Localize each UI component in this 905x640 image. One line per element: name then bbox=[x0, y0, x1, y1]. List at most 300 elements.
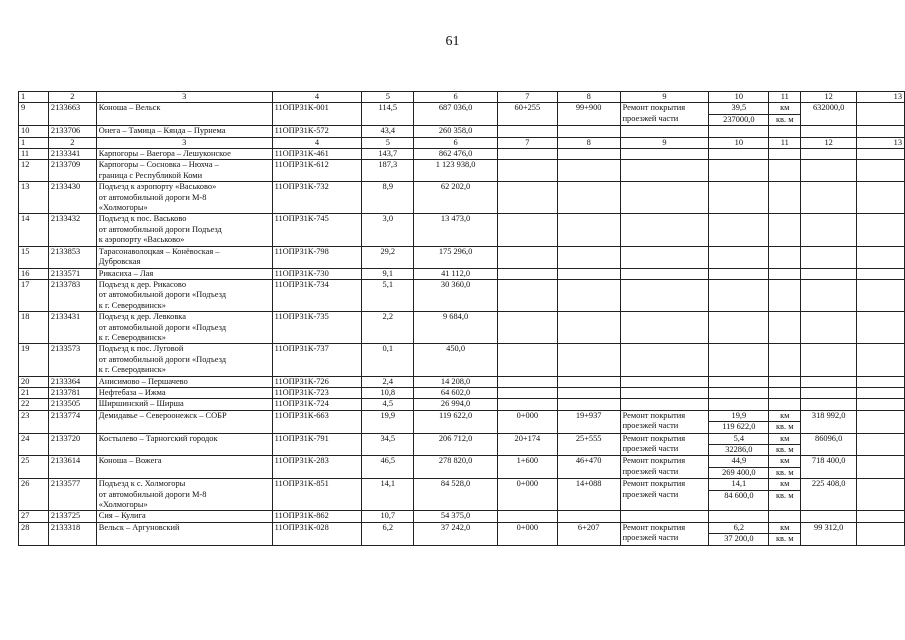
road-length: 3,0 bbox=[362, 214, 414, 246]
work-unit bbox=[769, 387, 801, 398]
work-type bbox=[620, 410, 709, 433]
row-number: 20 bbox=[19, 376, 49, 387]
row-number: 14 bbox=[19, 214, 49, 246]
road-cost: 54 375,0 bbox=[414, 511, 498, 522]
column-number: 8 bbox=[557, 137, 620, 148]
work-sum bbox=[801, 399, 857, 410]
road-length: 8,9 bbox=[362, 182, 414, 214]
road-cost: 30 360,0 bbox=[414, 279, 498, 311]
road-name-line: «Холмогоры» bbox=[98, 203, 148, 213]
road-name bbox=[96, 387, 272, 398]
table-row bbox=[19, 126, 905, 137]
work-type bbox=[620, 246, 709, 268]
road-id: 11ОПРЗ1К-862 bbox=[272, 511, 362, 522]
table-row bbox=[19, 511, 905, 522]
work-unit bbox=[769, 479, 801, 511]
km-to bbox=[557, 387, 620, 398]
work-sum bbox=[801, 182, 857, 214]
column-number: 3 bbox=[96, 137, 272, 148]
row-number: 9 bbox=[19, 103, 49, 126]
work-unit-line: км bbox=[780, 456, 790, 466]
column-13 bbox=[857, 410, 905, 433]
km-to bbox=[557, 376, 620, 387]
work-type bbox=[620, 376, 709, 387]
road-name bbox=[96, 456, 272, 479]
road-length: 4,5 bbox=[362, 399, 414, 410]
work-unit bbox=[769, 376, 801, 387]
column-number: 1 bbox=[19, 137, 49, 148]
work-quantity-line: 237000,0 bbox=[709, 114, 768, 125]
road-name-line: от автомобильной дороги «Подъезд bbox=[98, 322, 226, 332]
km-from: 20+174 bbox=[497, 433, 557, 456]
table-row bbox=[19, 344, 905, 376]
row-number: 27 bbox=[19, 511, 49, 522]
km-from bbox=[497, 279, 557, 311]
km-to bbox=[557, 511, 620, 522]
road-name-line: от автомобильной дороги М-8 bbox=[98, 192, 207, 202]
road-length: 43,4 bbox=[362, 126, 414, 137]
column-number: 2 bbox=[48, 92, 96, 103]
km-to bbox=[557, 126, 620, 137]
road-id: 11ОПРЗ1К-461 bbox=[272, 149, 362, 160]
column-13 bbox=[857, 182, 905, 214]
column-13 bbox=[857, 433, 905, 456]
road-cost: 862 476,0 bbox=[414, 149, 498, 160]
work-unit-line: км bbox=[780, 410, 790, 420]
road-id: 11ОПРЗ1К-726 bbox=[272, 376, 362, 387]
km-to bbox=[557, 149, 620, 160]
work-unit bbox=[769, 433, 801, 456]
work-type bbox=[620, 149, 709, 160]
road-name bbox=[96, 214, 272, 246]
work-quantity bbox=[709, 312, 769, 344]
work-type bbox=[620, 522, 709, 545]
table-row bbox=[19, 268, 905, 279]
column-number: 10 bbox=[709, 137, 769, 148]
road-cost: 278 820,0 bbox=[414, 456, 498, 479]
road-length: 46,5 bbox=[362, 456, 414, 479]
row-number: 25 bbox=[19, 456, 49, 479]
road-code: 2133571 bbox=[48, 268, 96, 279]
road-name bbox=[96, 279, 272, 311]
road-length: 5,1 bbox=[362, 279, 414, 311]
work-type-line: проезжей части bbox=[622, 466, 679, 476]
row-number: 11 bbox=[19, 149, 49, 160]
road-id: 11ОПРЗ1К-745 bbox=[272, 214, 362, 246]
km-to bbox=[557, 399, 620, 410]
km-from bbox=[497, 387, 557, 398]
table-row bbox=[19, 387, 905, 398]
road-name-line: «Холмогоры» bbox=[98, 500, 148, 510]
road-cost: 206 712,0 bbox=[414, 433, 498, 456]
road-length: 34,5 bbox=[362, 433, 414, 456]
row-number: 12 bbox=[19, 160, 49, 182]
work-quantity-line: 19,9 bbox=[731, 410, 747, 420]
work-type bbox=[620, 312, 709, 344]
row-number: 16 bbox=[19, 268, 49, 279]
table-row bbox=[19, 160, 905, 182]
km-to bbox=[557, 160, 620, 182]
work-quantity bbox=[709, 433, 769, 456]
road-code: 2133614 bbox=[48, 456, 96, 479]
work-sum bbox=[801, 511, 857, 522]
road-name-line: Дубровская bbox=[98, 257, 141, 267]
road-name-line: к г. Северодвинск» bbox=[98, 332, 166, 342]
work-quantity-line: 5,4 bbox=[733, 433, 745, 443]
km-from bbox=[497, 511, 557, 522]
work-unit bbox=[769, 103, 801, 126]
km-to bbox=[557, 268, 620, 279]
column-number: 1 bbox=[19, 92, 49, 103]
road-cost: 84 528,0 bbox=[414, 479, 498, 511]
work-unit bbox=[769, 312, 801, 344]
column-13 bbox=[857, 456, 905, 479]
column-13 bbox=[857, 399, 905, 410]
column-13 bbox=[857, 376, 905, 387]
road-id: 11ОПРЗ1К-663 bbox=[272, 410, 362, 433]
road-name-line: к аэропорту «Васьково» bbox=[98, 235, 185, 245]
road-code: 2133341 bbox=[48, 149, 96, 160]
work-quantity bbox=[709, 279, 769, 311]
column-number: 13 bbox=[857, 137, 905, 148]
road-name-line: Нефтебаза – Ижма bbox=[98, 387, 166, 397]
road-code: 2133706 bbox=[48, 126, 96, 137]
km-from bbox=[497, 312, 557, 344]
road-code: 2133577 bbox=[48, 479, 96, 511]
road-id: 11ОПРЗ1К-798 bbox=[272, 246, 362, 268]
column-13 bbox=[857, 126, 905, 137]
work-unit bbox=[769, 456, 801, 479]
column-number-row bbox=[19, 137, 905, 148]
work-type-line: проезжей части bbox=[622, 421, 679, 431]
road-name bbox=[96, 511, 272, 522]
road-name bbox=[96, 149, 272, 160]
column-number: 12 bbox=[801, 92, 857, 103]
table-row bbox=[19, 399, 905, 410]
km-from: 0+000 bbox=[497, 522, 557, 545]
work-quantity bbox=[709, 103, 769, 126]
road-name-line: Подъезд к с. Холмогоры bbox=[98, 479, 186, 489]
work-quantity-line: 119 622,0 bbox=[709, 421, 768, 432]
work-type bbox=[620, 126, 709, 137]
column-number: 7 bbox=[497, 137, 557, 148]
work-type bbox=[620, 479, 709, 511]
work-quantity bbox=[709, 456, 769, 479]
road-id: 11ОПРЗ1К-730 bbox=[272, 268, 362, 279]
table-row bbox=[19, 103, 905, 126]
km-to: 46+470 bbox=[557, 456, 620, 479]
road-id: 11ОПРЗ1К-283 bbox=[272, 456, 362, 479]
work-unit-line: км bbox=[780, 479, 790, 489]
work-quantity-line: 39,5 bbox=[731, 103, 747, 113]
km-from bbox=[497, 246, 557, 268]
km-to: 99+900 bbox=[557, 103, 620, 126]
work-quantity bbox=[709, 246, 769, 268]
work-quantity-line: 84 600,0 bbox=[709, 490, 768, 501]
work-quantity bbox=[709, 376, 769, 387]
work-quantity bbox=[709, 214, 769, 246]
table-row bbox=[19, 522, 905, 545]
road-name-line: граница с Республикой Коми bbox=[98, 170, 203, 180]
work-sum bbox=[801, 126, 857, 137]
road-code: 2133709 bbox=[48, 160, 96, 182]
table-row bbox=[19, 410, 905, 433]
work-type-line: проезжей части bbox=[622, 533, 679, 543]
row-number: 10 bbox=[19, 126, 49, 137]
road-name-line: Демидавье – Североонежск – СОБР bbox=[98, 410, 227, 420]
road-cost: 62 202,0 bbox=[414, 182, 498, 214]
work-sum bbox=[801, 268, 857, 279]
road-code: 2133573 bbox=[48, 344, 96, 376]
road-code: 2133431 bbox=[48, 312, 96, 344]
road-name-line: от автомобильной дороги М-8 bbox=[98, 489, 207, 499]
column-number: 11 bbox=[769, 92, 801, 103]
table-row bbox=[19, 182, 905, 214]
km-to bbox=[557, 279, 620, 311]
road-name bbox=[96, 410, 272, 433]
work-sum: 99 312,0 bbox=[801, 522, 857, 545]
row-number: 17 bbox=[19, 279, 49, 311]
road-length: 2,2 bbox=[362, 312, 414, 344]
road-id: 11ОПРЗ1К-734 bbox=[272, 279, 362, 311]
column-13 bbox=[857, 160, 905, 182]
road-name-line: Подъезд к аэропорту «Васьково» bbox=[98, 182, 217, 192]
km-from: 1+600 bbox=[497, 456, 557, 479]
road-name bbox=[96, 344, 272, 376]
work-sum bbox=[801, 279, 857, 311]
table-row bbox=[19, 433, 905, 456]
work-sum bbox=[801, 376, 857, 387]
road-code: 2133781 bbox=[48, 387, 96, 398]
road-cost: 175 296,0 bbox=[414, 246, 498, 268]
road-id: 11ОПРЗ1К-028 bbox=[272, 522, 362, 545]
work-quantity bbox=[709, 268, 769, 279]
road-name-line: Подъезд к дер. Левковка bbox=[98, 312, 186, 322]
work-type-line: проезжей части bbox=[622, 489, 679, 499]
row-number: 15 bbox=[19, 246, 49, 268]
road-code: 2133364 bbox=[48, 376, 96, 387]
column-number: 3 bbox=[96, 92, 272, 103]
road-code: 2133318 bbox=[48, 522, 96, 545]
work-quantity-line: 269 400,0 bbox=[709, 467, 768, 478]
work-unit bbox=[769, 182, 801, 214]
column-13 bbox=[857, 344, 905, 376]
road-name-line: Ширшинский – Ширша bbox=[98, 399, 184, 409]
column-number: 2 bbox=[48, 137, 96, 148]
road-name bbox=[96, 399, 272, 410]
table-row bbox=[19, 246, 905, 268]
road-name-line: от автомобильной дороги «Подъезд bbox=[98, 354, 226, 364]
table-row bbox=[19, 376, 905, 387]
road-length: 6,2 bbox=[362, 522, 414, 545]
road-code: 2133663 bbox=[48, 103, 96, 126]
km-from bbox=[497, 160, 557, 182]
road-name-line: Карпогоры – Сосновка – Нюхча – bbox=[98, 160, 219, 170]
row-number: 19 bbox=[19, 344, 49, 376]
km-from bbox=[497, 376, 557, 387]
table-row bbox=[19, 214, 905, 246]
road-name-line: Костылево – Тарногский городок bbox=[98, 433, 218, 443]
road-name-line: Тарасонаволоцкая – Конёвоская – bbox=[98, 246, 220, 256]
road-length: 2,4 bbox=[362, 376, 414, 387]
work-sum bbox=[801, 312, 857, 344]
work-unit bbox=[769, 410, 801, 433]
work-unit-line: кв. м bbox=[769, 533, 800, 544]
road-code: 2133853 bbox=[48, 246, 96, 268]
column-13 bbox=[857, 214, 905, 246]
road-cost: 687 036,0 bbox=[414, 103, 498, 126]
work-sum: 318 992,0 bbox=[801, 410, 857, 433]
road-length: 29,2 bbox=[362, 246, 414, 268]
work-type bbox=[620, 433, 709, 456]
road-name bbox=[96, 182, 272, 214]
road-name-line: Вельск – Аргуновский bbox=[98, 522, 180, 532]
road-name-line: Карпогоры – Ваегора – Лешуконское bbox=[98, 149, 231, 159]
work-unit bbox=[769, 268, 801, 279]
work-type-line: Ремонт покрытия bbox=[622, 456, 686, 466]
row-number: 28 bbox=[19, 522, 49, 545]
row-number: 18 bbox=[19, 312, 49, 344]
work-type-line: проезжей части bbox=[622, 113, 679, 123]
work-unit-line: кв. м bbox=[769, 444, 800, 455]
road-cost: 119 622,0 bbox=[414, 410, 498, 433]
column-number-row bbox=[19, 92, 905, 103]
work-type bbox=[620, 160, 709, 182]
column-13 bbox=[857, 246, 905, 268]
column-number: 9 bbox=[620, 137, 709, 148]
km-to bbox=[557, 344, 620, 376]
work-sum bbox=[801, 160, 857, 182]
road-code: 2133725 bbox=[48, 511, 96, 522]
work-unit bbox=[769, 511, 801, 522]
road-length: 10,8 bbox=[362, 387, 414, 398]
work-unit-line: км bbox=[780, 522, 790, 532]
work-unit bbox=[769, 279, 801, 311]
road-name-line: Подъезд к пос. Васьково bbox=[98, 214, 187, 224]
road-name bbox=[96, 160, 272, 182]
road-name bbox=[96, 268, 272, 279]
work-type bbox=[620, 344, 709, 376]
road-name bbox=[96, 522, 272, 545]
work-type bbox=[620, 456, 709, 479]
road-name-line: Анисимово – Першачево bbox=[98, 376, 188, 386]
work-unit bbox=[769, 344, 801, 376]
roads-table bbox=[18, 91, 905, 546]
work-unit bbox=[769, 246, 801, 268]
work-sum bbox=[801, 214, 857, 246]
road-name bbox=[96, 433, 272, 456]
work-quantity bbox=[709, 344, 769, 376]
km-to: 14+088 bbox=[557, 479, 620, 511]
work-unit-line: км bbox=[780, 103, 790, 113]
work-type-line: Ремонт покрытия bbox=[622, 103, 686, 113]
km-from bbox=[497, 214, 557, 246]
road-cost: 13 473,0 bbox=[414, 214, 498, 246]
column-13 bbox=[857, 149, 905, 160]
work-type-line: Ремонт покрытия bbox=[622, 522, 686, 532]
page-number: 61 bbox=[445, 34, 460, 49]
column-number: 4 bbox=[272, 92, 362, 103]
row-number: 24 bbox=[19, 433, 49, 456]
work-sum bbox=[801, 149, 857, 160]
work-quantity bbox=[709, 160, 769, 182]
work-quantity bbox=[709, 399, 769, 410]
road-id: 11ОПРЗ1К-612 bbox=[272, 160, 362, 182]
column-13 bbox=[857, 387, 905, 398]
km-to bbox=[557, 214, 620, 246]
table-row bbox=[19, 149, 905, 160]
work-quantity bbox=[709, 126, 769, 137]
column-number: 6 bbox=[414, 137, 498, 148]
road-cost: 14 208,0 bbox=[414, 376, 498, 387]
column-number: 6 bbox=[414, 92, 498, 103]
work-sum: 225 408,0 bbox=[801, 479, 857, 511]
road-id: 11ОПРЗ1К-724 bbox=[272, 399, 362, 410]
column-13 bbox=[857, 479, 905, 511]
row-number: 22 bbox=[19, 399, 49, 410]
km-from bbox=[497, 149, 557, 160]
row-number: 21 bbox=[19, 387, 49, 398]
column-number: 10 bbox=[709, 92, 769, 103]
road-length: 143,7 bbox=[362, 149, 414, 160]
road-id: 11ОПРЗ1К-791 bbox=[272, 433, 362, 456]
km-from: 0+000 bbox=[497, 479, 557, 511]
work-type bbox=[620, 279, 709, 311]
work-unit bbox=[769, 522, 801, 545]
work-quantity bbox=[709, 511, 769, 522]
row-number: 13 bbox=[19, 182, 49, 214]
column-13 bbox=[857, 103, 905, 126]
road-name-line: Онега – Тамица – Кянда – Пурнема bbox=[98, 126, 226, 136]
work-type bbox=[620, 511, 709, 522]
work-unit bbox=[769, 160, 801, 182]
road-cost: 37 242,0 bbox=[414, 522, 498, 545]
work-sum: 632000,0 bbox=[801, 103, 857, 126]
road-code: 2133430 bbox=[48, 182, 96, 214]
column-13 bbox=[857, 511, 905, 522]
road-id: 11ОПРЗ1К-001 bbox=[272, 103, 362, 126]
column-13 bbox=[857, 522, 905, 545]
column-number: 11 bbox=[769, 137, 801, 148]
road-cost: 64 602,0 bbox=[414, 387, 498, 398]
work-sum bbox=[801, 344, 857, 376]
km-from bbox=[497, 268, 557, 279]
road-length: 19,9 bbox=[362, 410, 414, 433]
work-quantity-line: 14,1 bbox=[731, 479, 747, 489]
work-type-line: Ремонт покрытия bbox=[622, 433, 686, 443]
km-to bbox=[557, 182, 620, 214]
work-quantity-line: 37 200,0 bbox=[709, 533, 768, 544]
column-13 bbox=[857, 312, 905, 344]
road-code: 2133505 bbox=[48, 399, 96, 410]
work-quantity bbox=[709, 149, 769, 160]
km-to bbox=[557, 312, 620, 344]
road-code: 2133774 bbox=[48, 410, 96, 433]
work-type bbox=[620, 399, 709, 410]
road-name-line: от автомобильной дороги «Подъезд bbox=[98, 290, 226, 300]
work-unit-line: кв. м bbox=[769, 467, 800, 478]
work-type-line: Ремонт покрытия bbox=[622, 410, 686, 420]
work-sum: 86096,0 bbox=[801, 433, 857, 456]
road-name-line: Подъезд к пос. Луговой bbox=[98, 344, 184, 354]
road-name bbox=[96, 312, 272, 344]
km-from bbox=[497, 126, 557, 137]
road-length: 0,1 bbox=[362, 344, 414, 376]
road-name bbox=[96, 126, 272, 137]
road-name-line: Коноша – Вельск bbox=[98, 103, 161, 113]
road-name bbox=[96, 103, 272, 126]
work-quantity-line: 6,2 bbox=[733, 522, 745, 532]
